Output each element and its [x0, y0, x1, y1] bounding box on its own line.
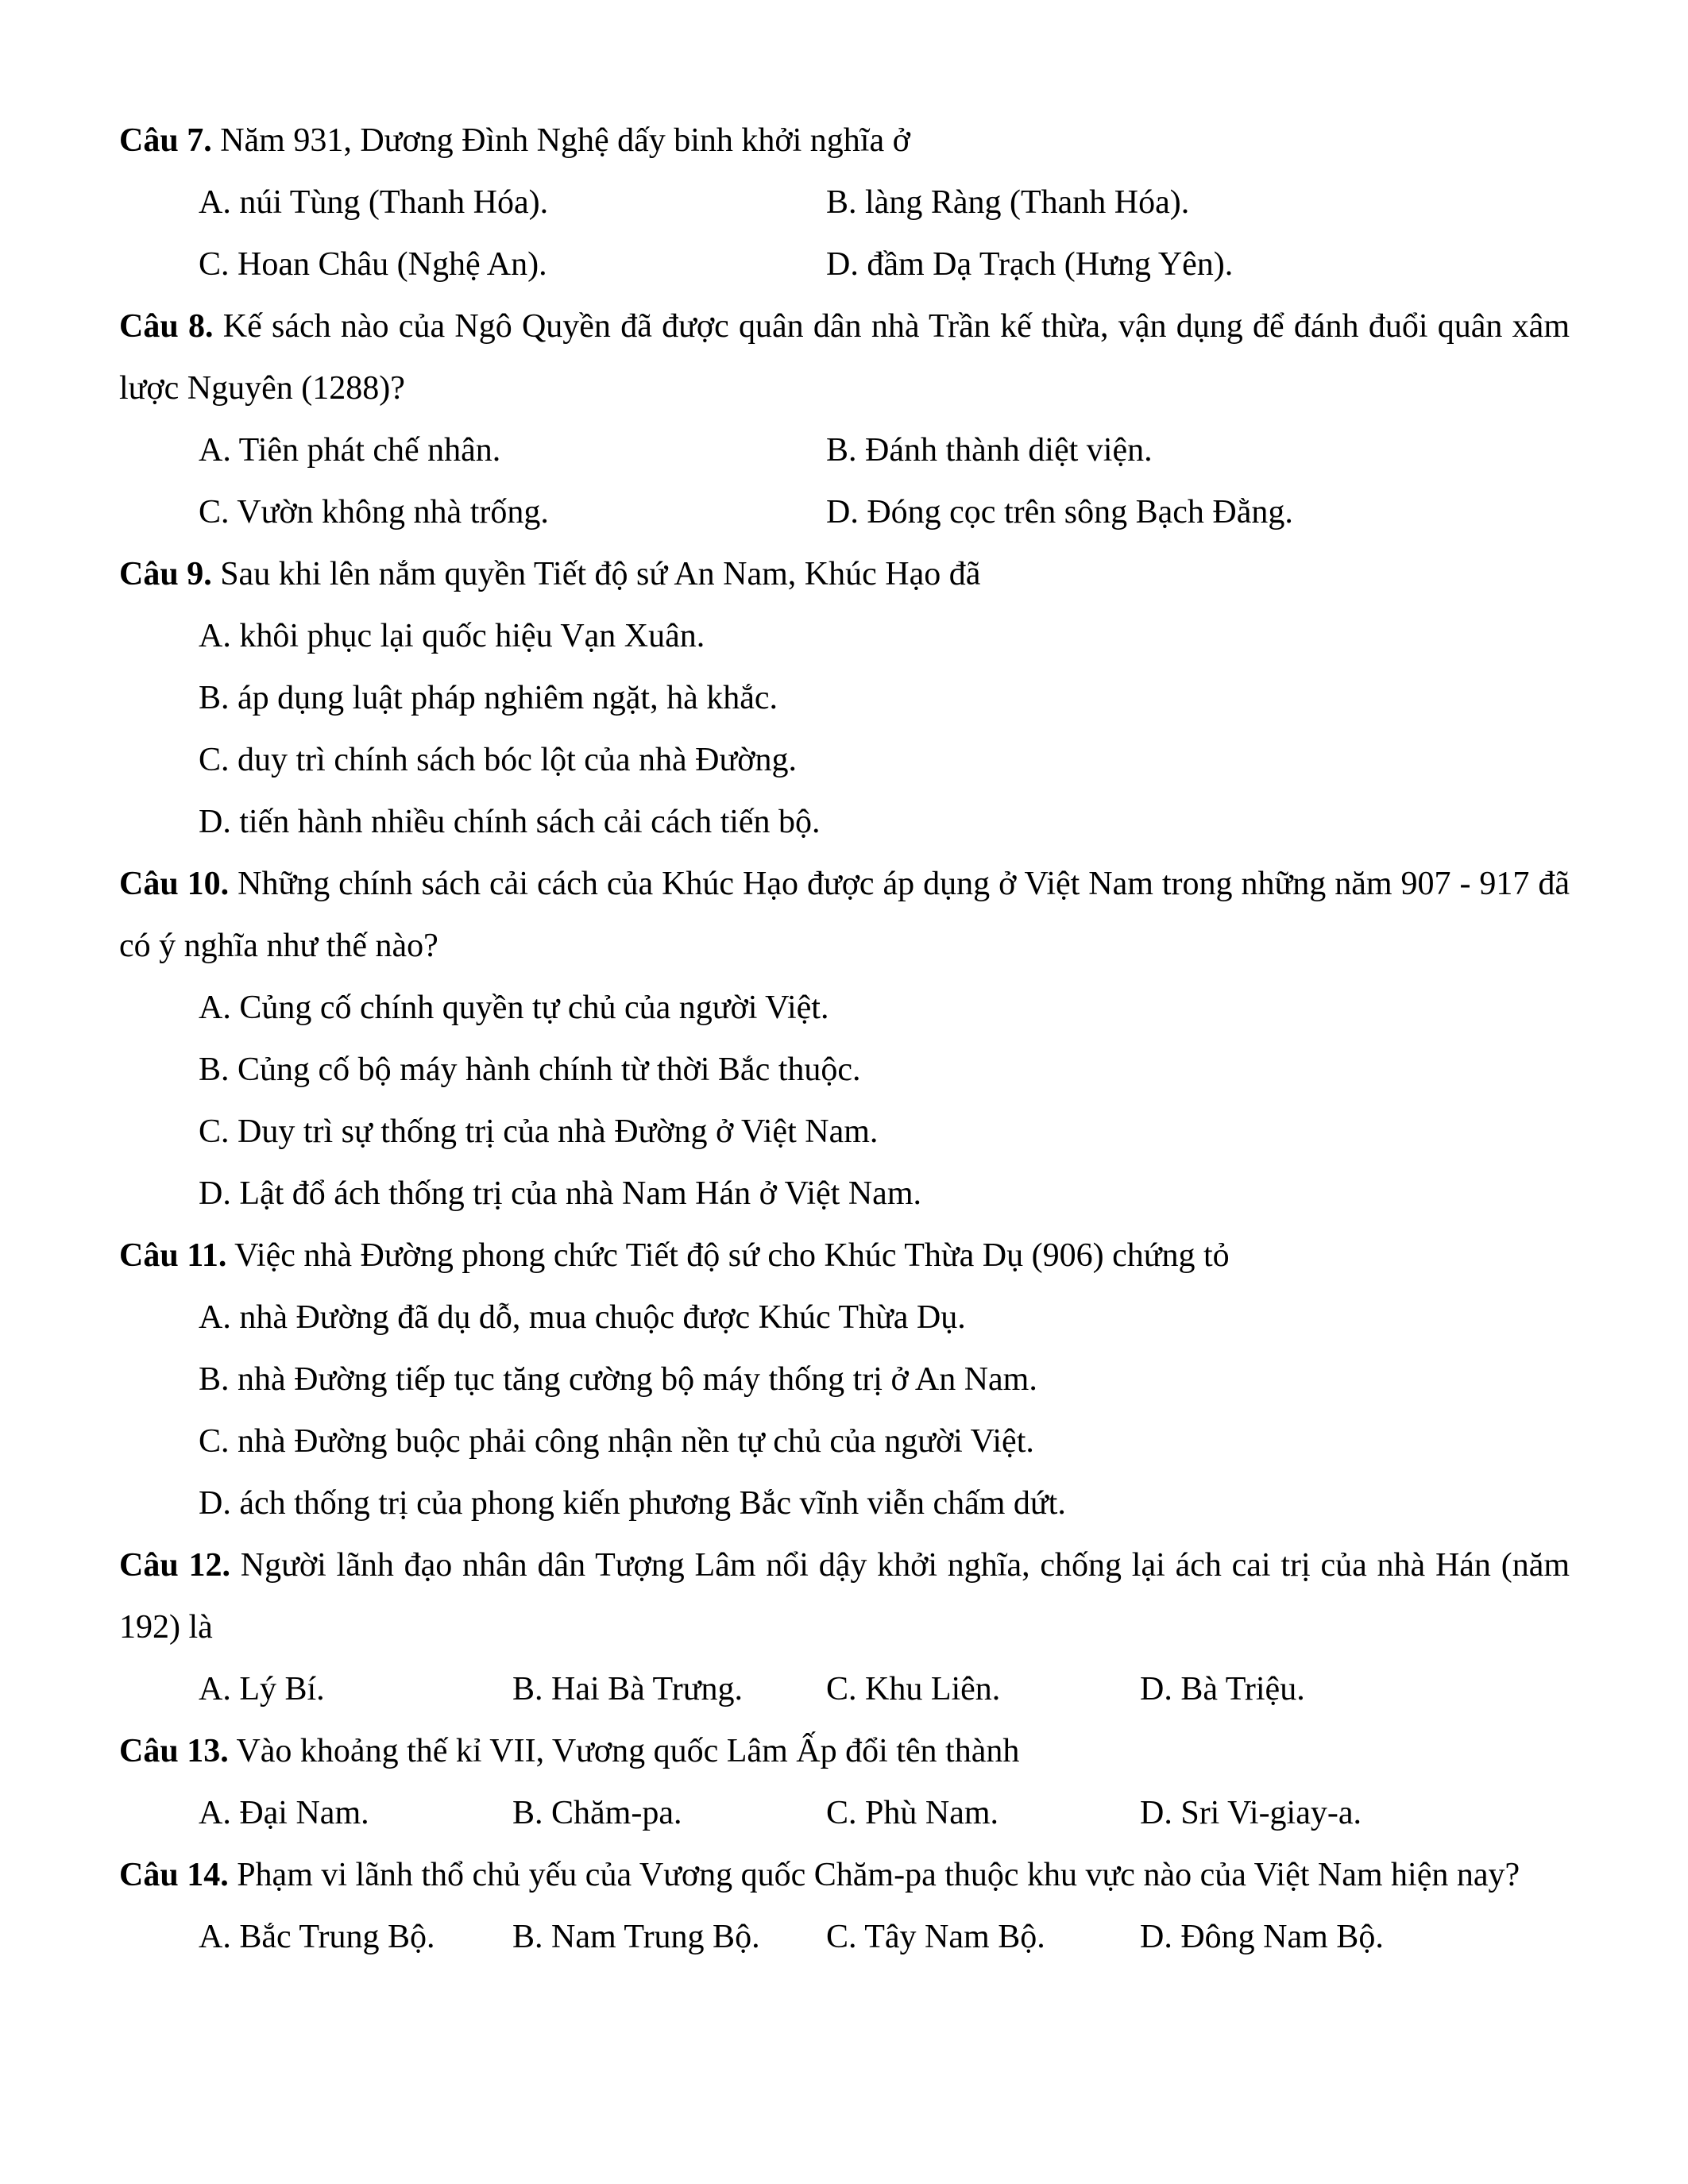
question-text: Việc nhà Đường phong chức Tiết độ sứ cho Khúc Thừa Dụ (906) chứng tỏ — [234, 1237, 1230, 1274]
question-label: Câu 13. — [119, 1733, 229, 1769]
answer-option-d: D. tiến hành nhiều chính sách cải cách tiến bộ. — [199, 804, 821, 840]
answer-option-a: A. Lý Bí. — [199, 1671, 325, 1707]
question-10 — [119, 853, 1570, 1225]
question-stem — [119, 110, 1570, 172]
question-label: Câu 9. — [119, 556, 212, 592]
question-list — [119, 110, 1570, 1968]
question-label: Câu 10. — [119, 866, 230, 902]
answer-option-d: D. Bà Triệu. — [1140, 1671, 1305, 1707]
answer-option-a: A. nhà Đường đã dụ dỗ, mua chuộc được Khúc Thừa Dụ. — [199, 1299, 966, 1336]
answer-option-a: A. núi Tùng (Thanh Hóa). — [199, 184, 549, 221]
answer-option-b: B. làng Ràng (Thanh Hóa). — [826, 184, 1190, 221]
answer-option-c: C. Tây Nam Bộ. — [826, 1919, 1045, 1955]
question-12 — [119, 1534, 1570, 1720]
answer-option-b: B. Nam Trung Bộ. — [512, 1919, 760, 1955]
question-stem — [119, 1225, 1570, 1287]
answer-options — [119, 419, 1570, 543]
question-stem — [119, 1534, 1570, 1658]
answer-option-c: C. duy trì chính sách bóc lột của nhà Đường. — [199, 742, 797, 778]
answer-option-c: C. Hoan Châu (Nghệ An). — [199, 246, 547, 283]
question-label: Câu 12. — [119, 1547, 230, 1584]
answer-option-d: D. đầm Dạ Trạch (Hưng Yên). — [826, 246, 1234, 283]
question-text: Vào khoảng thế kỉ VII, Vương quốc Lâm Ấp đổi tên thành — [236, 1733, 1020, 1769]
exam-page — [119, 110, 1570, 1968]
answer-option-b: B. áp dụng luật pháp nghiêm ngặt, hà khắc. — [199, 680, 778, 716]
answer-option-d: D. Sri Vi-giay-a. — [1140, 1795, 1362, 1831]
question-label: Câu 11. — [119, 1237, 227, 1274]
question-text: Sau khi lên nắm quyền Tiết độ sứ An Nam, Khúc Hạo đã — [220, 556, 981, 592]
answer-options — [119, 1658, 1570, 1720]
question-11 — [119, 1225, 1570, 1534]
answer-option-b: B. nhà Đường tiếp tục tăng cường bộ máy thống trị ở An Nam. — [199, 1361, 1037, 1398]
answer-option-b: B. Chăm-pa. — [512, 1795, 682, 1831]
question-text: Kế sách nào của Ngô Quyền đã được quân dân nhà Trần kế thừa, vận dụng để đánh đuổi quân xâm lược Nguyên (1288)? — [119, 308, 1570, 407]
answer-option-d: D. Đông Nam Bộ. — [1140, 1919, 1384, 1955]
question-13 — [119, 1720, 1570, 1844]
answer-option-c: C. nhà Đường buộc phải công nhận nền tự chủ của người Việt. — [199, 1423, 1034, 1460]
question-label: Câu 8. — [119, 308, 214, 345]
answer-option-b: B. Đánh thành diệt viện. — [826, 432, 1153, 469]
question-stem — [119, 853, 1570, 977]
question-stem — [119, 1720, 1570, 1782]
answer-option-a: A. Bắc Trung Bộ. — [199, 1919, 435, 1955]
answer-option-d: D. Lật đổ ách thống trị của nhà Nam Hán ở Việt Nam. — [199, 1175, 921, 1212]
answer-options — [119, 1782, 1570, 1844]
answer-option-c: C. Vườn không nhà trống. — [199, 494, 549, 531]
answer-options — [119, 1906, 1570, 1968]
answer-options — [119, 605, 1570, 853]
answer-option-a: A. Tiên phát chế nhân. — [199, 432, 501, 469]
answer-option-a: A. Củng cố chính quyền tự chủ của người Việt. — [199, 990, 829, 1026]
answer-option-b: B. Củng cố bộ máy hành chính từ thời Bắc thuộc. — [199, 1051, 861, 1088]
question-text: Người lãnh đạo nhân dân Tượng Lâm nổi dậy khởi nghĩa, chống lại ách cai trị của nhà Hán (năm 192) là — [119, 1547, 1570, 1646]
question-7 — [119, 110, 1570, 295]
answer-options — [119, 977, 1570, 1225]
answer-option-d: D. Đóng cọc trên sông Bạch Đằng. — [826, 494, 1293, 531]
question-14 — [119, 1844, 1570, 1968]
question-stem — [119, 543, 1570, 605]
answer-option-c: C. Duy trì sự thống trị của nhà Đường ở Việt Nam. — [199, 1113, 879, 1150]
answer-option-a: A. Đại Nam. — [199, 1795, 369, 1831]
answer-options — [119, 172, 1570, 295]
answer-option-c: C. Khu Liên. — [826, 1671, 1001, 1707]
answer-options — [119, 1287, 1570, 1534]
question-8 — [119, 295, 1570, 543]
question-stem — [119, 295, 1570, 419]
question-9 — [119, 543, 1570, 853]
question-label: Câu 7. — [119, 122, 212, 159]
question-label: Câu 14. — [119, 1857, 229, 1893]
question-stem — [119, 1844, 1570, 1906]
answer-option-a: A. khôi phục lại quốc hiệu Vạn Xuân. — [199, 618, 705, 654]
question-text: Phạm vi lãnh thổ chủ yếu của Vương quốc Chăm-pa thuộc khu vực nào của Việt Nam hiện nay? — [237, 1857, 1520, 1893]
answer-option-d: D. ách thống trị của phong kiến phương Bắc vĩnh viễn chấm dứt. — [199, 1485, 1066, 1522]
answer-option-b: B. Hai Bà Trưng. — [512, 1671, 743, 1707]
question-text: Năm 931, Dương Đình Nghệ dấy binh khởi nghĩa ở — [220, 122, 910, 159]
answer-option-c: C. Phù Nam. — [826, 1795, 999, 1831]
question-text: Những chính sách cải cách của Khúc Hạo được áp dụng ở Việt Nam trong những năm 907 - 917 đã có ý nghĩa như thế nào? — [119, 866, 1570, 964]
